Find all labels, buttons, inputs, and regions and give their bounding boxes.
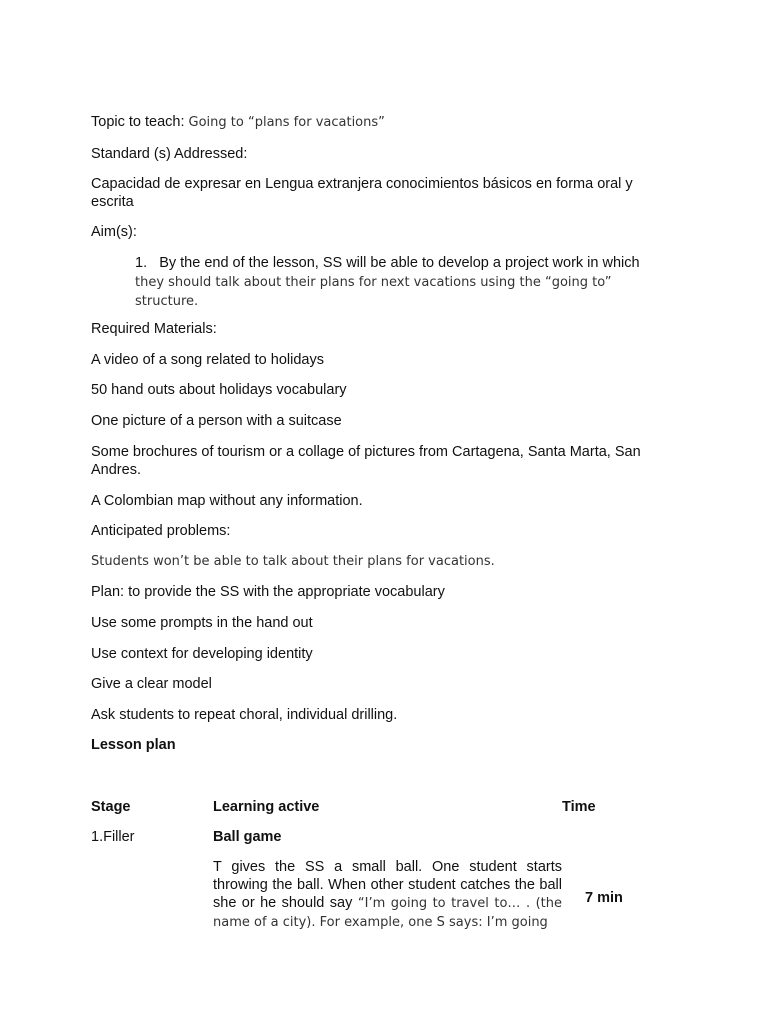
materials-label: Required Materials: (91, 321, 217, 337)
material-item: 50 hand outs about holidays vocabulary (91, 382, 347, 398)
material-item: A Colombian map without any information. (91, 493, 363, 509)
plan-item: Plan: to provide the SS with the appropriate vocabulary (91, 584, 445, 600)
table-header-stage: Stage (91, 799, 131, 815)
topic-label: Topic to teach: (91, 114, 189, 130)
plan-item: Give a clear model (91, 676, 212, 692)
material-item: A video of a song related to holidays (91, 352, 324, 368)
aim-item-1 (135, 254, 640, 311)
material-item: One picture of a person with a suitcase (91, 413, 342, 429)
description-part-b: “I’m going to travel to… . (the name of a city). For example, one S says: I’m going (213, 896, 563, 930)
aims-label: Aim(s): (91, 224, 137, 240)
standard-text: Capacidad de expresar en Lengua extranjera conocimientos básicos en forma oral y escrita (91, 176, 633, 210)
problem-text: Students won’t be able to talk about their plans for vacations. (91, 554, 495, 569)
standard-label: Standard (s) Addressed: (91, 146, 248, 162)
table-header-time: Time (562, 799, 596, 815)
table-cell-time: 7 min (585, 890, 623, 906)
table-cell-description (213, 858, 562, 932)
aim-text-a: By the end of the lesson, SS will be able to develop a project work in which (159, 255, 640, 271)
table-cell-stage: 1.Filler (91, 829, 135, 845)
plan-item: Use some prompts in the hand out (91, 615, 313, 631)
aim-text-b: they should talk about their plans for next vacations using the “going to” structure. (135, 275, 612, 309)
aim-number: 1. (135, 255, 148, 271)
problems-label: Anticipated problems: (91, 523, 231, 539)
lesson-plan-heading: Lesson plan (91, 737, 176, 753)
plan-item: Use context for developing identity (91, 646, 313, 662)
material-item: Some brochures of tourism or a collage of pictures from Cartagena, Santa Marta, San Andres. (91, 444, 641, 478)
table-header-activity: Learning active (213, 799, 320, 815)
plan-item: Ask students to repeat choral, individual drilling. (91, 707, 398, 723)
table-cell-activity-title: Ball game (213, 829, 282, 845)
description-part-a: T gives the SS a small ball. One student starts throwing the ball. When other student catches the ball she or he should say (213, 859, 562, 911)
topic-line (91, 113, 385, 132)
topic-value: Going to “plans for vacations” (188, 115, 385, 130)
